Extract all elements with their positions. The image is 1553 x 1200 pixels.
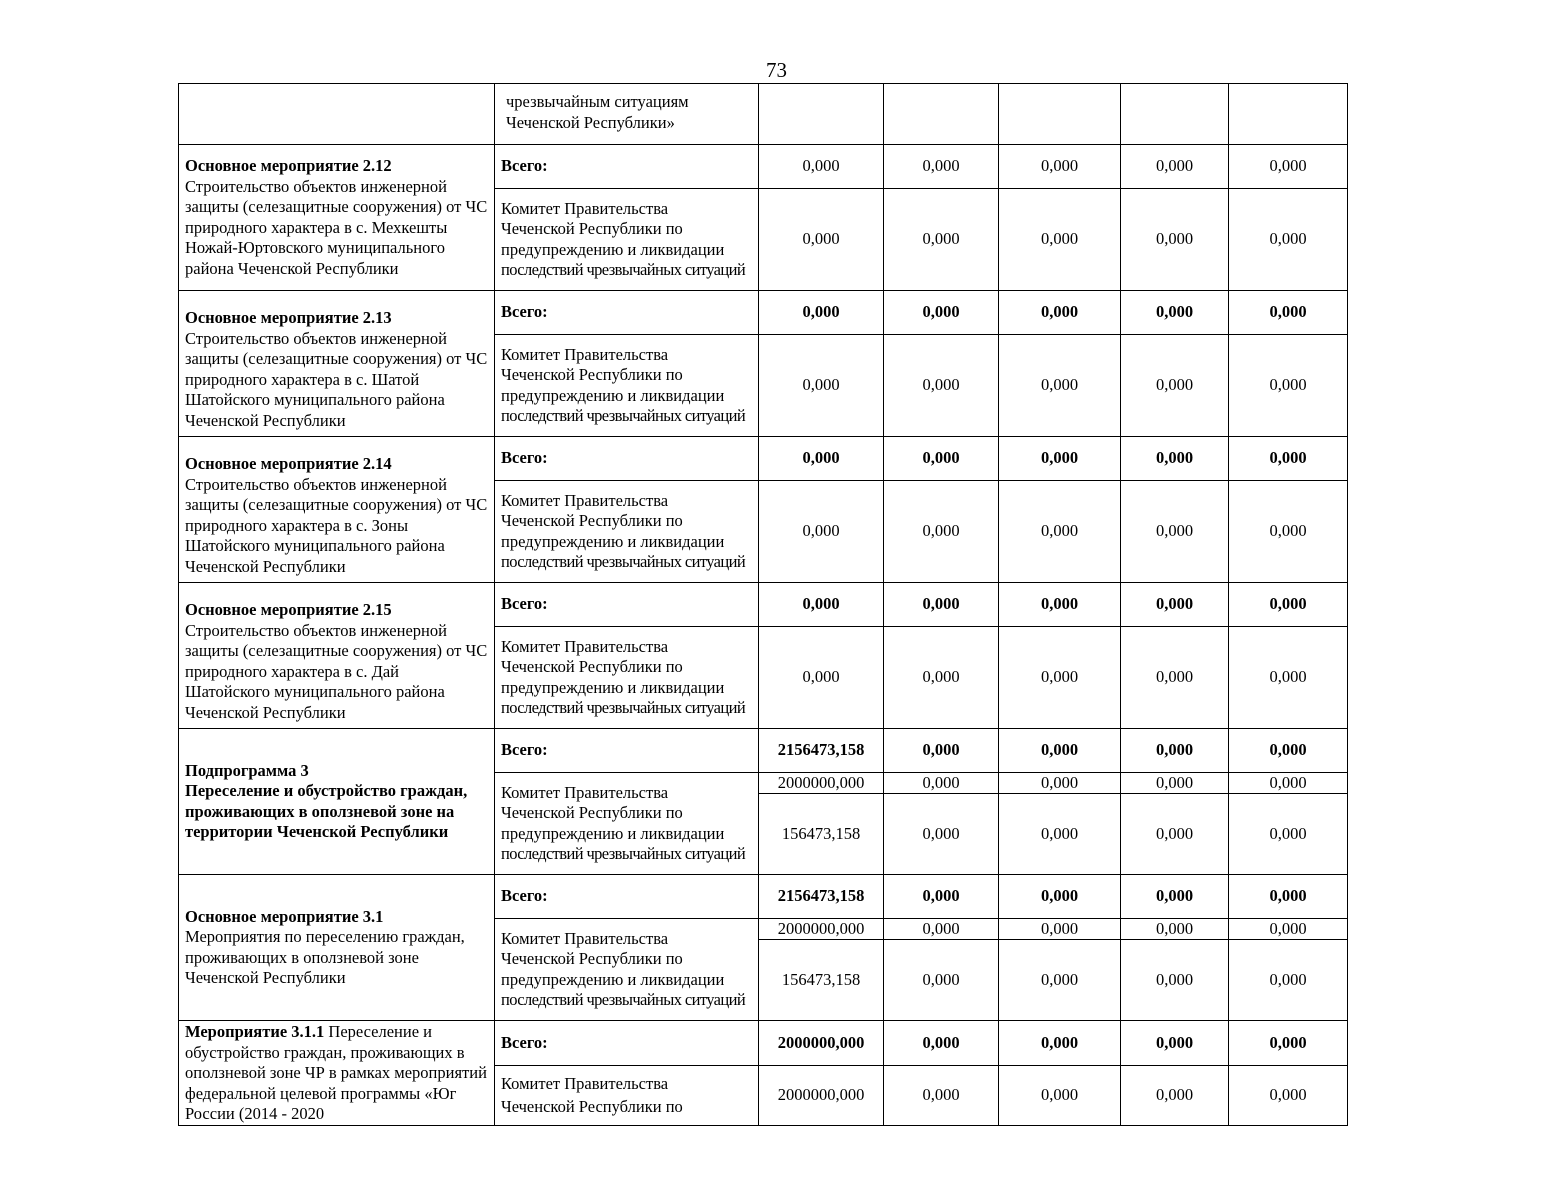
executor-line: Чеченской Республики по — [501, 219, 683, 238]
executor-line: последствий чрезвычайных ситуаций — [501, 844, 746, 863]
total-label: Всего: — [495, 1021, 759, 1066]
executor-line: Комитет Правительства — [501, 490, 669, 510]
value-cell: 0,000 — [1121, 729, 1229, 773]
executor-line: последствий чрезвычайных ситуаций — [501, 406, 746, 425]
value-cell: 0,000 — [759, 627, 884, 729]
value-cell: 156473,158 — [759, 940, 884, 1021]
value-cell: 0,000 — [759, 189, 884, 291]
value-cell: 0,000 — [1121, 773, 1229, 794]
value-cell: 0,000 — [999, 1021, 1121, 1066]
executor-line: Комитет Правительства — [501, 928, 669, 948]
value-cell: 0,000 — [884, 189, 999, 291]
executor-cell — [495, 1066, 759, 1125]
value-cell: 0,000 — [1121, 940, 1229, 1021]
value-cell: 0,000 — [1229, 773, 1348, 794]
executor-line: последствий чрезвычайных ситуаций — [501, 552, 746, 571]
value-cell: 0,000 — [1229, 189, 1348, 291]
value-cell: 2000000,000 — [759, 773, 884, 794]
value-cell: 0,000 — [999, 481, 1121, 583]
table-row — [179, 291, 1348, 335]
value-cell: 0,000 — [1229, 729, 1348, 773]
value-cell: 0,000 — [1121, 627, 1229, 729]
value-cell: 0,000 — [999, 729, 1121, 773]
value-cell: 0,000 — [999, 189, 1121, 291]
subprogram-description: Переселение и обустройство граждан, проживающих в оползневой зоне на территории Чеченской Республики — [185, 781, 468, 841]
value-cell: 0,000 — [1121, 794, 1229, 875]
total-label: Всего: — [495, 437, 759, 481]
value-cell: 0,000 — [1121, 335, 1229, 437]
executor-line: Чеченской Республики по — [501, 657, 683, 676]
empty-cell — [884, 84, 999, 145]
value-cell: 2156473,158 — [759, 875, 884, 919]
value-cell: 0,000 — [999, 875, 1121, 919]
total-label: Всего: — [495, 729, 759, 773]
budget-table — [178, 83, 1348, 1126]
value-cell: 0,000 — [999, 583, 1121, 627]
value-cell: 0,000 — [759, 335, 884, 437]
value-cell: 0,000 — [1229, 794, 1348, 875]
value-cell: 2000000,000 — [759, 919, 884, 940]
value-cell: 0,000 — [999, 919, 1121, 940]
value-cell: 0,000 — [884, 481, 999, 583]
measure-description: Переселение и обустройство граждан, проживающих в оползневой зоне ЧР в рамках мероприятий федеральной целевой программы «Юг России (2014 - 2020 — [185, 1022, 487, 1123]
executor-fragment-line: чрезвычайным ситуациям — [506, 92, 689, 111]
value-cell: 0,000 — [999, 335, 1121, 437]
value-cell: 0,000 — [1229, 481, 1348, 583]
executor-line: предупреждению и ликвидации — [501, 531, 725, 551]
value-cell: 0,000 — [1229, 291, 1348, 335]
table-row — [179, 1021, 1348, 1066]
measure-title: Основное мероприятие 2.14 — [185, 454, 392, 473]
value-cell: 0,000 — [884, 627, 999, 729]
executor-line: Комитет Правительства — [501, 782, 669, 802]
value-cell: 2000000,000 — [759, 1021, 884, 1066]
empty-cell — [179, 84, 495, 145]
executor-line: Чеченской Республики по — [501, 949, 683, 968]
executor-cell — [495, 189, 759, 291]
value-cell: 0,000 — [1121, 437, 1229, 481]
empty-cell — [759, 84, 884, 145]
table-row — [179, 875, 1348, 919]
value-cell: 0,000 — [884, 729, 999, 773]
value-cell: 0,000 — [1121, 1021, 1229, 1066]
measure-name-cell — [179, 145, 495, 291]
value-cell: 2156473,158 — [759, 729, 884, 773]
value-cell: 0,000 — [999, 940, 1121, 1021]
value-cell: 0,000 — [999, 1066, 1121, 1125]
executor-cell — [495, 335, 759, 437]
measure-description: Строительство объектов инженерной защиты (селезащитные сооружения) от ЧС природного характера в с. Мехкешты Ножай-Юртовского муниципального района Чеченской Республики — [185, 176, 488, 278]
table-row — [179, 145, 1348, 189]
executor-fragment-cell — [495, 84, 759, 145]
value-cell: 0,000 — [884, 437, 999, 481]
value-cell: 0,000 — [884, 583, 999, 627]
total-label: Всего: — [495, 291, 759, 335]
value-cell: 0,000 — [999, 773, 1121, 794]
executor-cell — [495, 919, 759, 1021]
executor-line: предупреждению и ликвидации — [501, 239, 725, 259]
value-cell: 0,000 — [759, 437, 884, 481]
value-cell: 0,000 — [884, 794, 999, 875]
subprogram-title: Подпрограмма 3 — [185, 760, 309, 780]
value-cell: 0,000 — [1229, 1021, 1348, 1066]
measure-name-cell — [179, 583, 495, 729]
executor-line: предупреждению и ликвидации — [501, 385, 725, 405]
value-cell: 0,000 — [1121, 1066, 1229, 1125]
value-cell: 0,000 — [884, 1021, 999, 1066]
value-cell: 0,000 — [884, 145, 999, 189]
value-cell: 0,000 — [1121, 189, 1229, 291]
table-row — [179, 729, 1348, 773]
executor-line: Чеченской Республики по — [501, 365, 683, 384]
value-cell: 0,000 — [884, 940, 999, 1021]
executor-fragment-line: Чеченской Республики» — [506, 112, 675, 132]
executor-line: Чеченской Республики по — [501, 1097, 683, 1117]
value-cell: 0,000 — [884, 919, 999, 940]
total-label: Всего: — [495, 583, 759, 627]
value-cell: 0,000 — [1229, 583, 1348, 627]
value-cell: 0,000 — [1121, 919, 1229, 940]
table-row — [179, 583, 1348, 627]
measure-description: Строительство объектов инженерной защиты (селезащитные сооружения) от ЧС природного характера в с. Дай Шатойского муниципального района Чеченской Республики — [185, 620, 488, 722]
value-cell: 0,000 — [1229, 919, 1348, 940]
measure-description: Строительство объектов инженерной защиты (селезащитные сооружения) от ЧС природного характера в с. Зоны Шатойского муниципального района Чеченской Республики — [185, 474, 488, 576]
executor-line: Комитет Правительства — [501, 344, 669, 364]
measure-name-cell — [179, 291, 495, 437]
measure-title: Основное мероприятие 2.13 — [185, 308, 392, 327]
value-cell: 156473,158 — [759, 794, 884, 875]
measure-name-cell — [179, 437, 495, 583]
value-cell: 0,000 — [1121, 481, 1229, 583]
value-cell: 0,000 — [1121, 145, 1229, 189]
measure-description: Строительство объектов инженерной защиты (селезащитные сооружения) от ЧС природного характера в с. Шатой Шатойского муниципального района Чеченской Республики — [185, 328, 488, 430]
measure-title: Основное мероприятие 2.15 — [185, 600, 392, 619]
value-cell: 0,000 — [759, 145, 884, 189]
value-cell: 0,000 — [1229, 627, 1348, 729]
subprogram-name-cell — [179, 729, 495, 875]
executor-cell — [495, 773, 759, 875]
value-cell: 2000000,000 — [759, 1066, 884, 1125]
executor-line: последствий чрезвычайных ситуаций — [501, 698, 746, 717]
executor-line: Комитет Правительства — [501, 198, 669, 218]
value-cell: 0,000 — [999, 291, 1121, 335]
table-row — [179, 84, 1348, 145]
executor-line: последствий чрезвычайных ситуаций — [501, 990, 746, 1009]
value-cell: 0,000 — [759, 291, 884, 335]
executor-line: Комитет Правительства — [501, 1074, 669, 1094]
measure-title: Основное мероприятие 3.1 — [185, 906, 384, 926]
value-cell: 0,000 — [1121, 291, 1229, 335]
value-cell: 0,000 — [1229, 437, 1348, 481]
value-cell: 0,000 — [1229, 1066, 1348, 1125]
executor-line: последствий чрезвычайных ситуаций — [501, 260, 746, 279]
executor-cell — [495, 627, 759, 729]
empty-cell — [999, 84, 1121, 145]
executor-line: предупреждению и ликвидации — [501, 969, 725, 989]
total-label: Всего: — [495, 875, 759, 919]
executor-cell — [495, 481, 759, 583]
executor-line: предупреждению и ликвидации — [501, 823, 725, 843]
value-cell: 0,000 — [1229, 940, 1348, 1021]
value-cell: 0,000 — [759, 583, 884, 627]
empty-cell — [1229, 84, 1348, 145]
value-cell: 0,000 — [999, 794, 1121, 875]
value-cell: 0,000 — [1229, 335, 1348, 437]
value-cell: 0,000 — [1229, 875, 1348, 919]
value-cell: 0,000 — [884, 291, 999, 335]
value-cell: 0,000 — [999, 627, 1121, 729]
executor-line: Чеченской Республики по — [501, 803, 683, 822]
empty-cell — [1121, 84, 1229, 145]
measure-title: Основное мероприятие 2.12 — [185, 156, 392, 175]
value-cell: 0,000 — [1229, 145, 1348, 189]
measure-name-cell — [179, 1021, 495, 1126]
value-cell: 0,000 — [759, 481, 884, 583]
total-label: Всего: — [495, 145, 759, 189]
measure-title: Мероприятие 3.1.1 — [185, 1022, 325, 1041]
measure-description: Мероприятия по переселению граждан, проживающих в оползневой зоне Чеченской Республики — [185, 927, 465, 987]
value-cell: 0,000 — [999, 437, 1121, 481]
table-row — [179, 437, 1348, 481]
value-cell: 0,000 — [1121, 583, 1229, 627]
value-cell: 0,000 — [884, 335, 999, 437]
page-number: 73 — [766, 58, 787, 82]
value-cell: 0,000 — [884, 773, 999, 794]
value-cell: 0,000 — [1121, 875, 1229, 919]
value-cell: 0,000 — [999, 145, 1121, 189]
value-cell: 0,000 — [884, 875, 999, 919]
value-cell: 0,000 — [884, 1066, 999, 1125]
executor-line: Комитет Правительства — [501, 636, 669, 656]
executor-line: Чеченской Республики по — [501, 511, 683, 530]
measure-name-cell — [179, 875, 495, 1021]
executor-line: предупреждению и ликвидации — [501, 677, 725, 697]
